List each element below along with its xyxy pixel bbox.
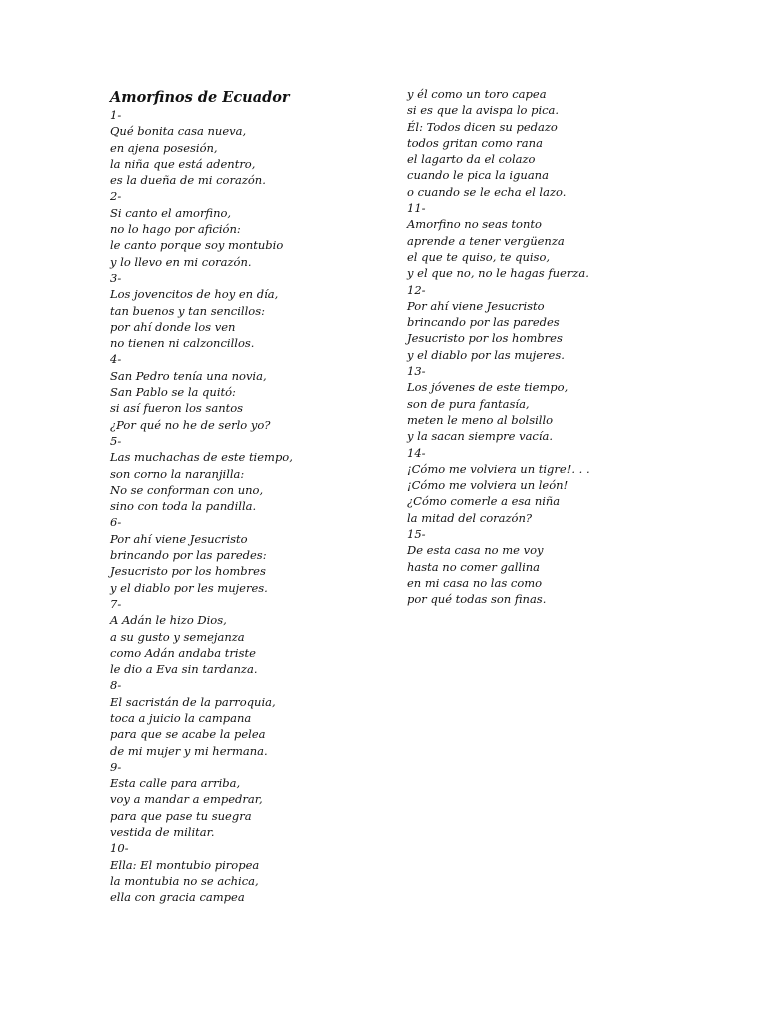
verse-line: Esta calle para arriba, xyxy=(110,776,241,791)
verse-line: el lagarto da el colazo xyxy=(407,152,536,167)
left-column-lines xyxy=(110,107,380,906)
verse-line: el que te quiso, te quiso, xyxy=(407,249,551,264)
stanza-number: 6- xyxy=(110,515,122,530)
verse-line: Por ahí viene Jesucristo xyxy=(407,298,545,313)
verse-line: la niña que está adentro, xyxy=(110,156,256,171)
verse-line: en ajena posesión, xyxy=(110,140,218,155)
verse-line: son de pura fantasía, xyxy=(407,396,530,411)
stanza-number: 4- xyxy=(110,352,122,367)
stanza-number: 14- xyxy=(407,445,426,460)
verse-line: meten le meno al bolsillo xyxy=(407,412,554,427)
document-title: Amorfinos de Ecuador xyxy=(110,89,290,106)
verse-line: No se conforman con uno, xyxy=(110,482,264,497)
stanza-number: 11- xyxy=(407,201,426,216)
verse-line: como Adán andaba triste xyxy=(110,645,256,660)
verse-line: brincando por las paredes: xyxy=(110,548,267,563)
verse-line: por qué todas son finas. xyxy=(407,592,547,607)
stanza-number: 2- xyxy=(110,189,122,204)
verse-line: Por ahí viene Jesucristo xyxy=(110,531,248,546)
stanza-number: 9- xyxy=(110,759,122,774)
verse-line: a su gusto y semejanza xyxy=(110,629,245,644)
verse-line: de mi mujer y mi hermana. xyxy=(110,743,268,758)
verse-line: voy a mandar a empedrar, xyxy=(110,792,263,807)
verse-line: Las muchachas de este tiempo, xyxy=(110,450,293,465)
verse-line: es la dueña de mi corazón. xyxy=(110,173,266,188)
verse-line: El sacristán de la parroquia, xyxy=(110,694,276,709)
verse-line: San Pablo se la quitó: xyxy=(110,385,236,400)
verse-line: no lo hago por afición: xyxy=(110,222,241,237)
verse-line: y lo llevo en mi corazón. xyxy=(110,254,252,269)
verse-line: en mi casa no las como xyxy=(407,575,543,590)
stanza-number: 15- xyxy=(407,527,426,542)
verse-line: Los jóvenes de este tiempo, xyxy=(407,380,569,395)
stanza-number: 7- xyxy=(110,596,122,611)
verse-line: para que se acabe la pelea xyxy=(110,727,266,742)
verse-line: no tienen ni calzoncillos. xyxy=(110,336,255,351)
verse-line: le canto porque soy montubio xyxy=(110,238,284,253)
verse-line: ¿Cómo comerle a esa niña xyxy=(407,494,561,509)
verse-line: para que pase tu suegra xyxy=(110,808,252,823)
verse-line: o cuando se le echa el lazo. xyxy=(407,184,567,199)
verse-line: la mitad del corazón? xyxy=(407,510,533,525)
verse-line: por ahí donde los ven xyxy=(110,319,236,334)
right-column-lines xyxy=(407,86,707,608)
verse-line: Los jovencitos de hoy en día, xyxy=(110,287,279,302)
stanza-number: 1- xyxy=(110,108,122,122)
stanza-number: 13- xyxy=(407,364,426,379)
verse-line: aprende a tener vergüenza xyxy=(407,233,565,248)
verse-line: y el diablo por las mujeres. xyxy=(407,347,565,362)
right-column xyxy=(407,86,707,608)
stanza-number: 5- xyxy=(110,433,122,448)
verse-line: Jesucristo por los hombres xyxy=(110,564,266,579)
verse-line: Ella: El montubio piropea xyxy=(110,857,260,872)
verse-line: son corno la naranjilla: xyxy=(110,466,245,481)
verse-line: y la sacan siempre vacía. xyxy=(407,429,554,444)
verse-line: De esta casa no me voy xyxy=(407,543,544,558)
verse-line: ¿Por qué no he de serlo yo? xyxy=(110,417,271,432)
verse-line: Qué bonita casa nueva, xyxy=(110,124,247,139)
verse-line: San Pedro tenía una novia, xyxy=(110,368,267,383)
verse-line: ella con gracia campea xyxy=(110,890,245,905)
verse-line: vestida de militar. xyxy=(110,825,215,840)
verse-line: le dio a Eva sin tardanza. xyxy=(110,662,258,677)
stanza-number: 10- xyxy=(110,841,129,856)
left-column xyxy=(110,89,380,906)
verse-line: todos gritan como rana xyxy=(407,135,543,150)
verse-line: brincando por las paredes xyxy=(407,315,560,330)
verse-line: Él: Todos dicen su pedazo xyxy=(407,119,558,134)
stanza-number: 8- xyxy=(110,678,122,693)
verse-line: hasta no comer gallina xyxy=(407,559,541,574)
verse-line: y él como un toro capea xyxy=(407,87,547,101)
verse-line: sino con toda la pandilla. xyxy=(110,499,257,514)
verse-line: si es que la avispa lo pica. xyxy=(407,103,560,118)
stanza-number: 3- xyxy=(110,270,122,285)
verse-line: Si canto el amorfino, xyxy=(110,205,232,220)
verse-line: tan buenos y tan sencillos: xyxy=(110,303,265,318)
verse-line: A Adán le hizo Dios, xyxy=(110,613,227,628)
verse-line: si así fueron los santos xyxy=(110,401,244,416)
verse-line: toca a juicio la campana xyxy=(110,710,252,725)
stanza-number: 12- xyxy=(407,282,426,297)
verse-line: la montubia no se achica, xyxy=(110,873,259,888)
verse-line: ¡Cómo me volviera un tigre!. . . xyxy=(407,461,590,476)
verse-line: y el diablo por les mujeres. xyxy=(110,580,268,595)
verse-line: ¡Cómo me volviera un león! xyxy=(407,478,569,493)
verse-line: Amorfino no seas tonto xyxy=(407,217,542,232)
verse-line: y el que no, no le hagas fuerza. xyxy=(407,266,589,281)
verse-line: cuando le pica la iguana xyxy=(407,168,549,183)
verse-line: Jesucristo por los hombres xyxy=(407,331,563,346)
